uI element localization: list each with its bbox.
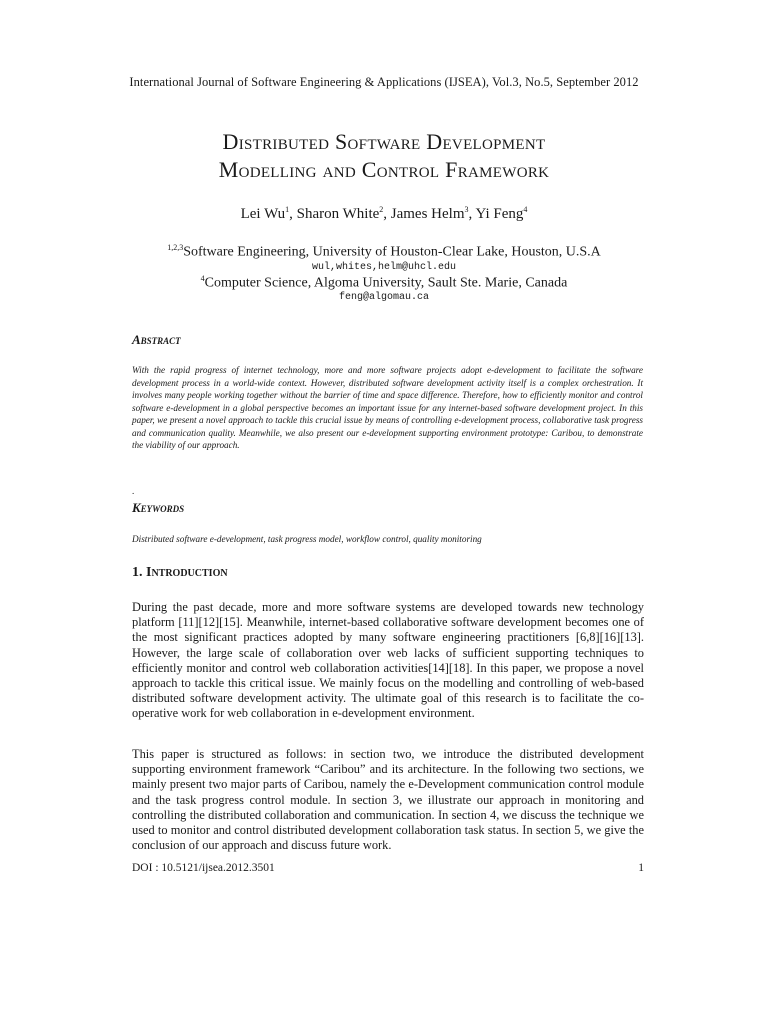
author-name: Yi Feng: [475, 206, 524, 222]
page-number: 1: [638, 862, 644, 874]
introduction-heading: 1. Introduction: [132, 565, 228, 580]
author-name: Sharon White: [296, 206, 380, 222]
abstract-trailing-dot: .: [132, 486, 135, 496]
affiliation-1: [0, 243, 768, 261]
author-name: James Helm: [390, 206, 465, 222]
title-line-1: Distributed Software Development: [222, 129, 546, 154]
affiliation-2: [0, 274, 768, 292]
paper-title: [0, 128, 768, 184]
footer-doi: DOI : 10.5121/ijsea.2012.3501: [132, 862, 275, 874]
affiliation-text: Computer Science, Algoma University, Sault Ste. Marie, Canada: [204, 275, 568, 291]
keywords-heading: Keywords: [132, 500, 185, 515]
introduction-paragraph-1: During the past decade, more and more software systems are developed towards new technology platform [11][12][15]. Meanwhile, internet-based collaborative software development becomes one of the most significant practices adopted by many software engineering practitioners [6,8][16][13]. However, the large scale of collaboration over web lacks of sufficient supporting techniques to efficiently monitor and control web collaboration activities[14][18]. In this paper, we propose a novel approach to tackle this critical issue. We mainly focus on the modelling and controlling of web-based distributed software development activity. The ultimate goal of this research is to facilitate the co-operative work for web collaboration in e-development environment.: [132, 600, 644, 721]
journal-header: International Journal of Software Engineering & Applications (IJSEA), Vol.3, No.5, September 2012: [129, 75, 639, 89]
email-1: wul,whites,helm@uhcl.edu: [311, 262, 457, 273]
affiliation-text: Software Engineering, University of Houston-Clear Lake, Houston, U.S.A: [183, 244, 601, 260]
email-2: feng@algomau.ca: [338, 292, 429, 303]
abstract-heading: Abstract: [132, 332, 181, 347]
affiliation-superscript: 4: [200, 274, 205, 283]
author-name: Lei Wu: [240, 206, 286, 222]
author-superscript: 1: [285, 205, 290, 214]
author-superscript: 3: [464, 205, 469, 214]
abstract-body: With the rapid progress of internet technology, more and more software projects adopt e-development to facilitate the software development process in a world-wide context. However, distributed software development activity itself is a complex orchestration. It involves many people working together without the barrier of time and space difference. Therefore, how to efficiently monitor and control software e-development in a global perspective becomes an important issue for any internet-based software development project. In this paper, we present a novel approach to tackle this crucial issue by means of controlling e-development process, collaborative task progress and communication quality. Meanwhile, we also present our e-development supporting environment prototype: Caribou, to demonstrate the viability of our approach.: [132, 365, 643, 450]
author-superscript: 4: [523, 205, 528, 214]
keywords-body: Distributed software e-development, task progress model, workflow control, quality monitoring: [132, 534, 482, 544]
title-line-2: Modelling and Control Framework: [218, 157, 550, 182]
author-list: Lei Wu$^1$, Sharon White$^2$, James Helm$^3$, Yi Feng$^4$: [240, 205, 528, 222]
introduction-paragraph-2: This paper is structured as follows: in section two, we introduce the distributed development supporting environment framework “Caribou” and its architecture. In the following two sections, we mainly present two major parts of Caribou, namely the e-Development communication control module and the task progress control module. In section 3, we illustrate our approach in monitoring and controlling the distributed collaboration and communication. In section 4, we discuss the technique we used to monitor and control distributed development collaboration task status. In section 5, we give the conclusion of our approach and discuss future work.: [132, 747, 644, 853]
affiliation-superscript: 1,2,3: [167, 243, 184, 252]
author-superscript: 2: [379, 205, 384, 214]
